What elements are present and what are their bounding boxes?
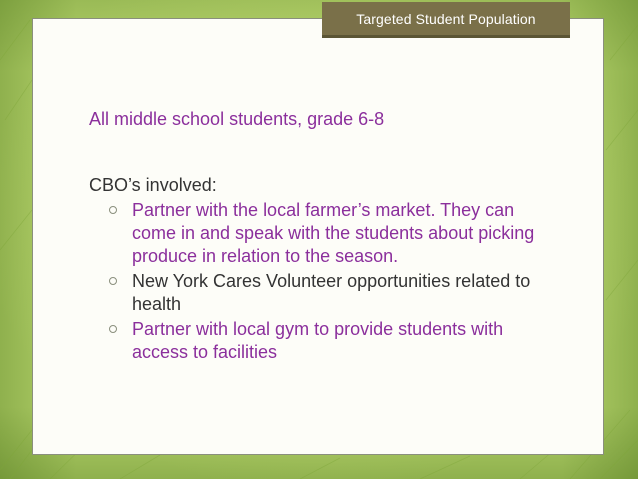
list-item [89,318,559,364]
cbo-list [89,199,559,364]
target-population-text: All middle school students, grade 6-8 [89,109,385,129]
bullet-circle-icon [109,325,117,333]
slide-content [89,108,559,366]
bullet-circle-icon [109,206,117,214]
list-item-text: Partner with local gym to provide students with access to facilities [132,319,504,362]
list-item-text: New York Cares Volunteer opportunities related to health [132,271,531,314]
list-item [89,199,559,268]
cbo-heading: CBO’s involved: [89,175,217,195]
slide-title: Targeted Student Population [322,2,570,38]
bullet-circle-icon [109,277,117,285]
list-item-text: Partner with the local farmer’s market. They can come in and speak with the students about picking produce in relation to the season. [132,200,535,266]
list-item [89,270,559,316]
